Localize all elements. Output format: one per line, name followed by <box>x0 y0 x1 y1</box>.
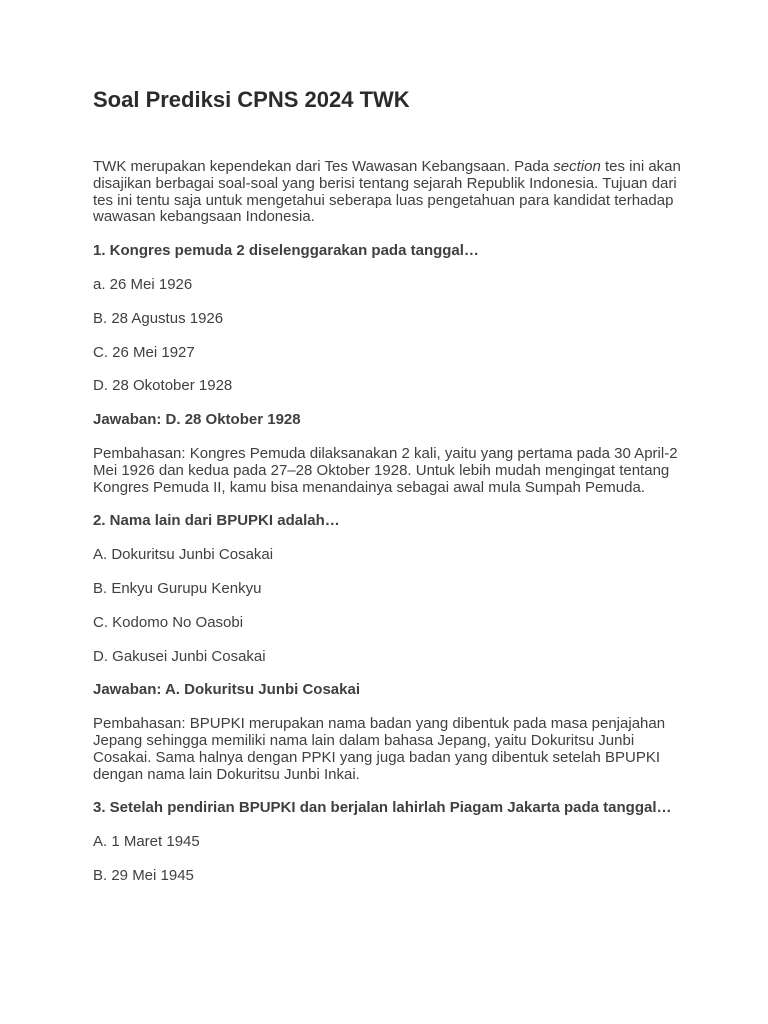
question-2: 2. Nama lain dari BPUPKI adalah… <box>93 512 340 530</box>
question-3-option-b: B. 29 Mei 1945 <box>93 866 194 884</box>
question-1-option-d: D. 28 Okotober 1928 <box>93 377 233 395</box>
question-1-answer: Jawaban: D. 28 Oktober 1928 <box>93 411 301 429</box>
question-1-option-c: C. 26 Mei 1927 <box>93 343 195 361</box>
question-2-answer: Jawaban: A. Dokuritsu Junbi Cosakai <box>93 681 361 699</box>
intro-text-before: TWK merupakan kependekan dari Tes Wawasan Kebangsaan. Pada <box>93 158 554 175</box>
document-body <box>93 159 683 902</box>
intro-emphasis: section <box>553 158 601 175</box>
page-title: Soal Prediksi CPNS 2024 TWK <box>93 87 410 112</box>
question-2-option-a: A. Dokuritsu Junbi Cosakai <box>93 546 274 564</box>
question-2-explanation: Pembahasan: BPUPKI merupakan nama badan yang dibentuk pada masa penjajahan Jepang sehingga memiliki nama lain dalam bahasa Jepang, yaitu Dokuritsu Junbi Cosakai. Sama halnya dengan PPKI yang juga badan yang dibentuk setelah BPUPKI dengan nama lain Dokuritsu Junbi Inkai. <box>93 715 666 783</box>
question-1-option-a: a. 26 Mei 1926 <box>93 275 193 293</box>
question-2-option-d: D. Gakusei Junbi Cosakai <box>93 647 266 665</box>
intro-text-after: tes ini akan disajikan berbagai soal-soal yang berisi tentang sejarah Republik Indonesia. Tujuan dari tes ini tentu saja untuk mengetahui seberapa luas pengetahuan para kandidat terhadap wawasan kebangsaan Indonesia. <box>93 158 681 226</box>
question-1: 1. Kongres pemuda 2 diselenggarakan pada tanggal… <box>93 242 479 260</box>
question-1-option-b: B. 28 Agustus 1926 <box>93 309 224 327</box>
question-1-explanation: Pembahasan: Kongres Pemuda dilaksanakan 2 kali, yaitu yang pertama pada 30 April-2 Mei 1926 dan kedua pada 27–28 Oktober 1928. Untuk lebih mudah mengingat tentang Kongres Pemuda II, kamu bisa menandainya sebagai awal mula Sumpah Pemuda. <box>93 444 678 496</box>
intro-paragraph <box>93 159 683 226</box>
question-2-option-b: B. Enkyu Gurupu Kenkyu <box>93 579 262 597</box>
question-3: 3. Setelah pendirian BPUPKI dan berjalan lahirlah Piagam Jakarta pada tanggal… <box>93 799 672 817</box>
question-2-option-c: C. Kodomo No Oasobi <box>93 613 244 631</box>
question-3-option-a: A. 1 Maret 1945 <box>93 833 200 851</box>
